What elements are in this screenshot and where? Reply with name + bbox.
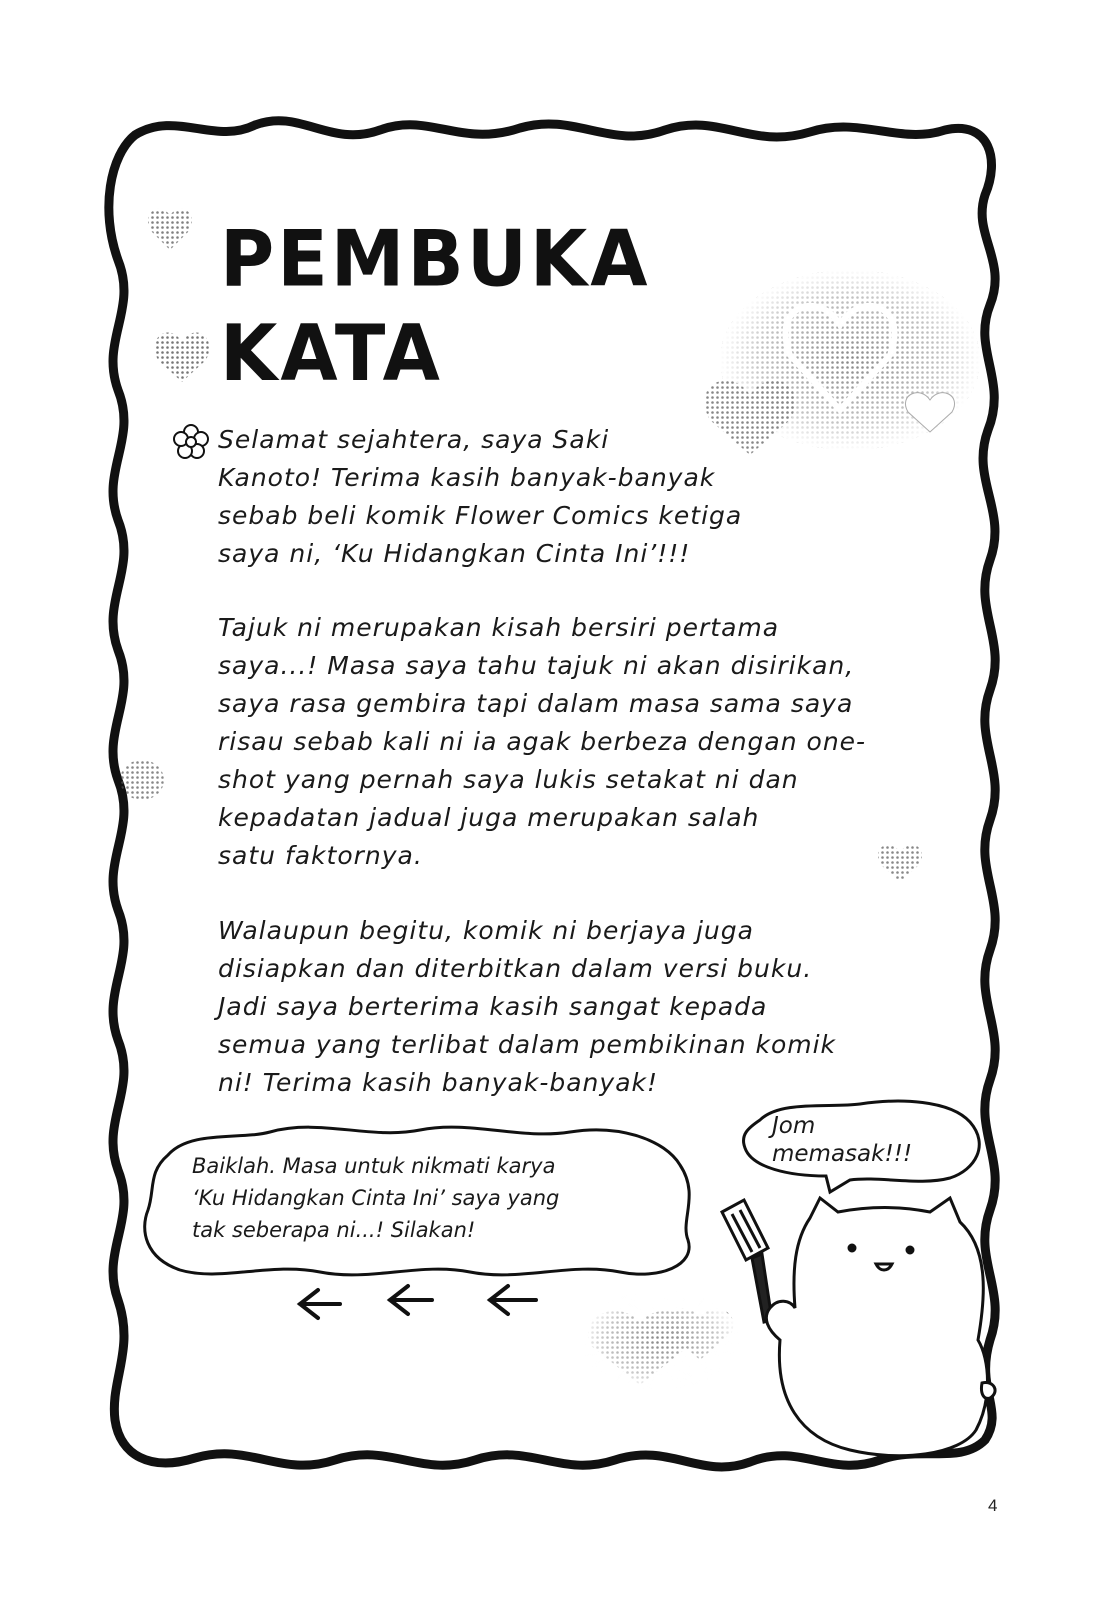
- heart-tone-left: [155, 332, 210, 382]
- heart-tone-top-left: [148, 209, 192, 250]
- bubble-left-text: Baiklah. Masa untuk nikmati karya ‘Ku Hidangkan Cinta Ini’ saya yang tak seberapa ni...! Silakan!: [192, 1154, 560, 1242]
- spatula-icon: [722, 1200, 772, 1322]
- page-title: PEMBUKA KATA: [220, 214, 651, 399]
- heart-tone-small-left: [120, 760, 164, 800]
- left-arrow-icon: [300, 1286, 536, 1318]
- paragraph-series: Tajuk ni merupakan kisah bersiri pertama saya...! Masa saya tahu tajuk ni akan disirikan, saya rasa gembira tapi dalam masa sama saya risau sebab kali ni ia agak berbeza dengan one- shot yang pernah saya lukis setakat ni dan kepadatan jadual juga merupakan salah satu faktornya.: [218, 613, 867, 870]
- heart-cluster-bottom: [580, 1290, 740, 1390]
- bubble-right-text: Jom memasak!!!: [772, 1113, 913, 1167]
- page-number: 4: [988, 1496, 998, 1515]
- paragraph-thanks: Walaupun begitu, komik ni berjaya juga disiapkan dan diterbitkan dalam versi buku. Jadi saya berterima kasih sangat kepada semua yang terlibat dalam pembikinan komik ni! Terima kasih banyak-banyak!: [218, 916, 837, 1097]
- cat-mascot-illustration: [766, 1198, 995, 1456]
- flower-icon: [172, 423, 210, 461]
- paragraph-greeting: Selamat sejahtera, saya Saki Kanoto! Terima kasih banyak-banyak sebab beli komik Flower Comics ketiga saya ni, ‘Ku Hidangkan Cinta Ini’!!!: [218, 425, 743, 568]
